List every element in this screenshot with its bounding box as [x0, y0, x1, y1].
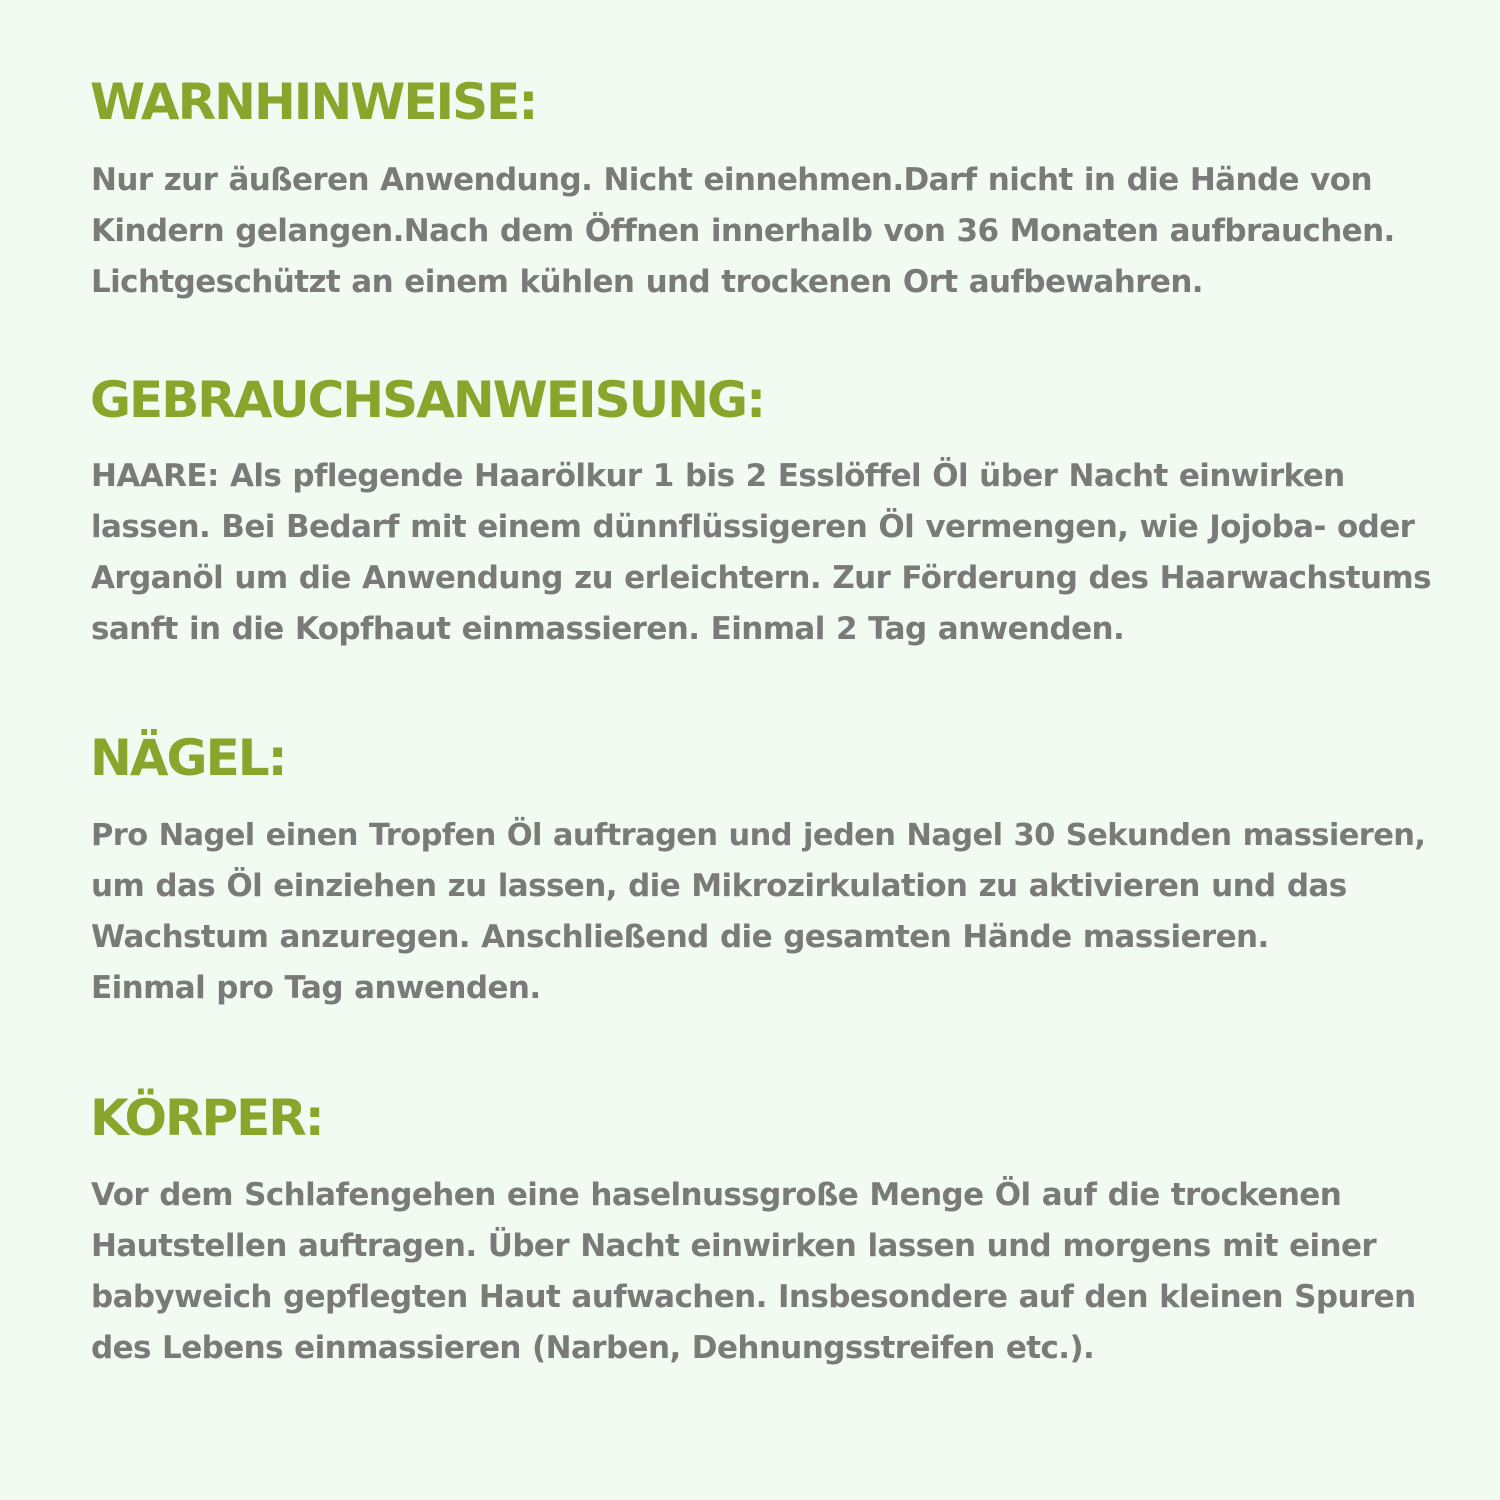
text-line: HAARE: Als pflegende Haarölkur 1 bis 2 Esslöffel Öl über Nacht einwirken: [91, 458, 1345, 494]
warnings-heading: WARNHINWEISE:: [90, 73, 537, 131]
nails-text: [91, 810, 1425, 1014]
text-line: Nur zur äußeren Anwendung. Nicht einnehmen.Darf nicht in die Hände von: [91, 162, 1372, 198]
text-line: Pro Nagel einen Tropfen Öl auftragen und jeden Nagel 30 Sekunden massieren,: [91, 818, 1426, 853]
warnings-text: [91, 155, 1395, 308]
text-line: des Lebens einmassieren (Narben, Dehnungsstreifen etc.).: [91, 1330, 1095, 1366]
body-heading: KÖRPER:: [90, 1089, 323, 1147]
usage-heading: GEBRAUCHSANWEISUNG:: [90, 371, 765, 429]
nails-heading: NÄGEL:: [90, 729, 286, 787]
body-text: [91, 1170, 1416, 1374]
text-line: Arganöl um die Anwendung zu erleichtern. Zur Förderung des Haarwachstums: [91, 560, 1431, 596]
usage-text: [91, 451, 1431, 655]
text-line: Kindern gelangen.Nach dem Öffnen innerhalb von 36 Monaten aufbrauchen.: [91, 213, 1395, 249]
text-line: sanft in die Kopfhaut einmassieren. Einmal 2 Tag anwenden.: [91, 611, 1125, 647]
text-line: Einmal pro Tag anwenden.: [91, 970, 541, 1006]
text-line: Vor dem Schlafengehen eine haselnussgroße Menge Öl auf die trockenen: [91, 1177, 1342, 1213]
text-line: Lichtgeschützt an einem kühlen und trockenen Ort aufbewahren.: [91, 264, 1203, 300]
text-line: Wachstum anzuregen. Anschließend die gesamten Hände massieren.: [91, 919, 1269, 955]
text-line: um das Öl einziehen zu lassen, die Mikrozirkulation zu aktivieren und das: [91, 868, 1347, 904]
text-line: Hautstellen auftragen. Über Nacht einwirken lassen und morgens mit einer: [91, 1228, 1377, 1264]
text-line: lassen. Bei Bedarf mit einem dünnflüssigeren Öl vermengen, wie Jojoba- oder: [91, 509, 1415, 545]
text-line: babyweich gepflegten Haut aufwachen. Insbesondere auf den kleinen Spuren: [91, 1279, 1416, 1315]
